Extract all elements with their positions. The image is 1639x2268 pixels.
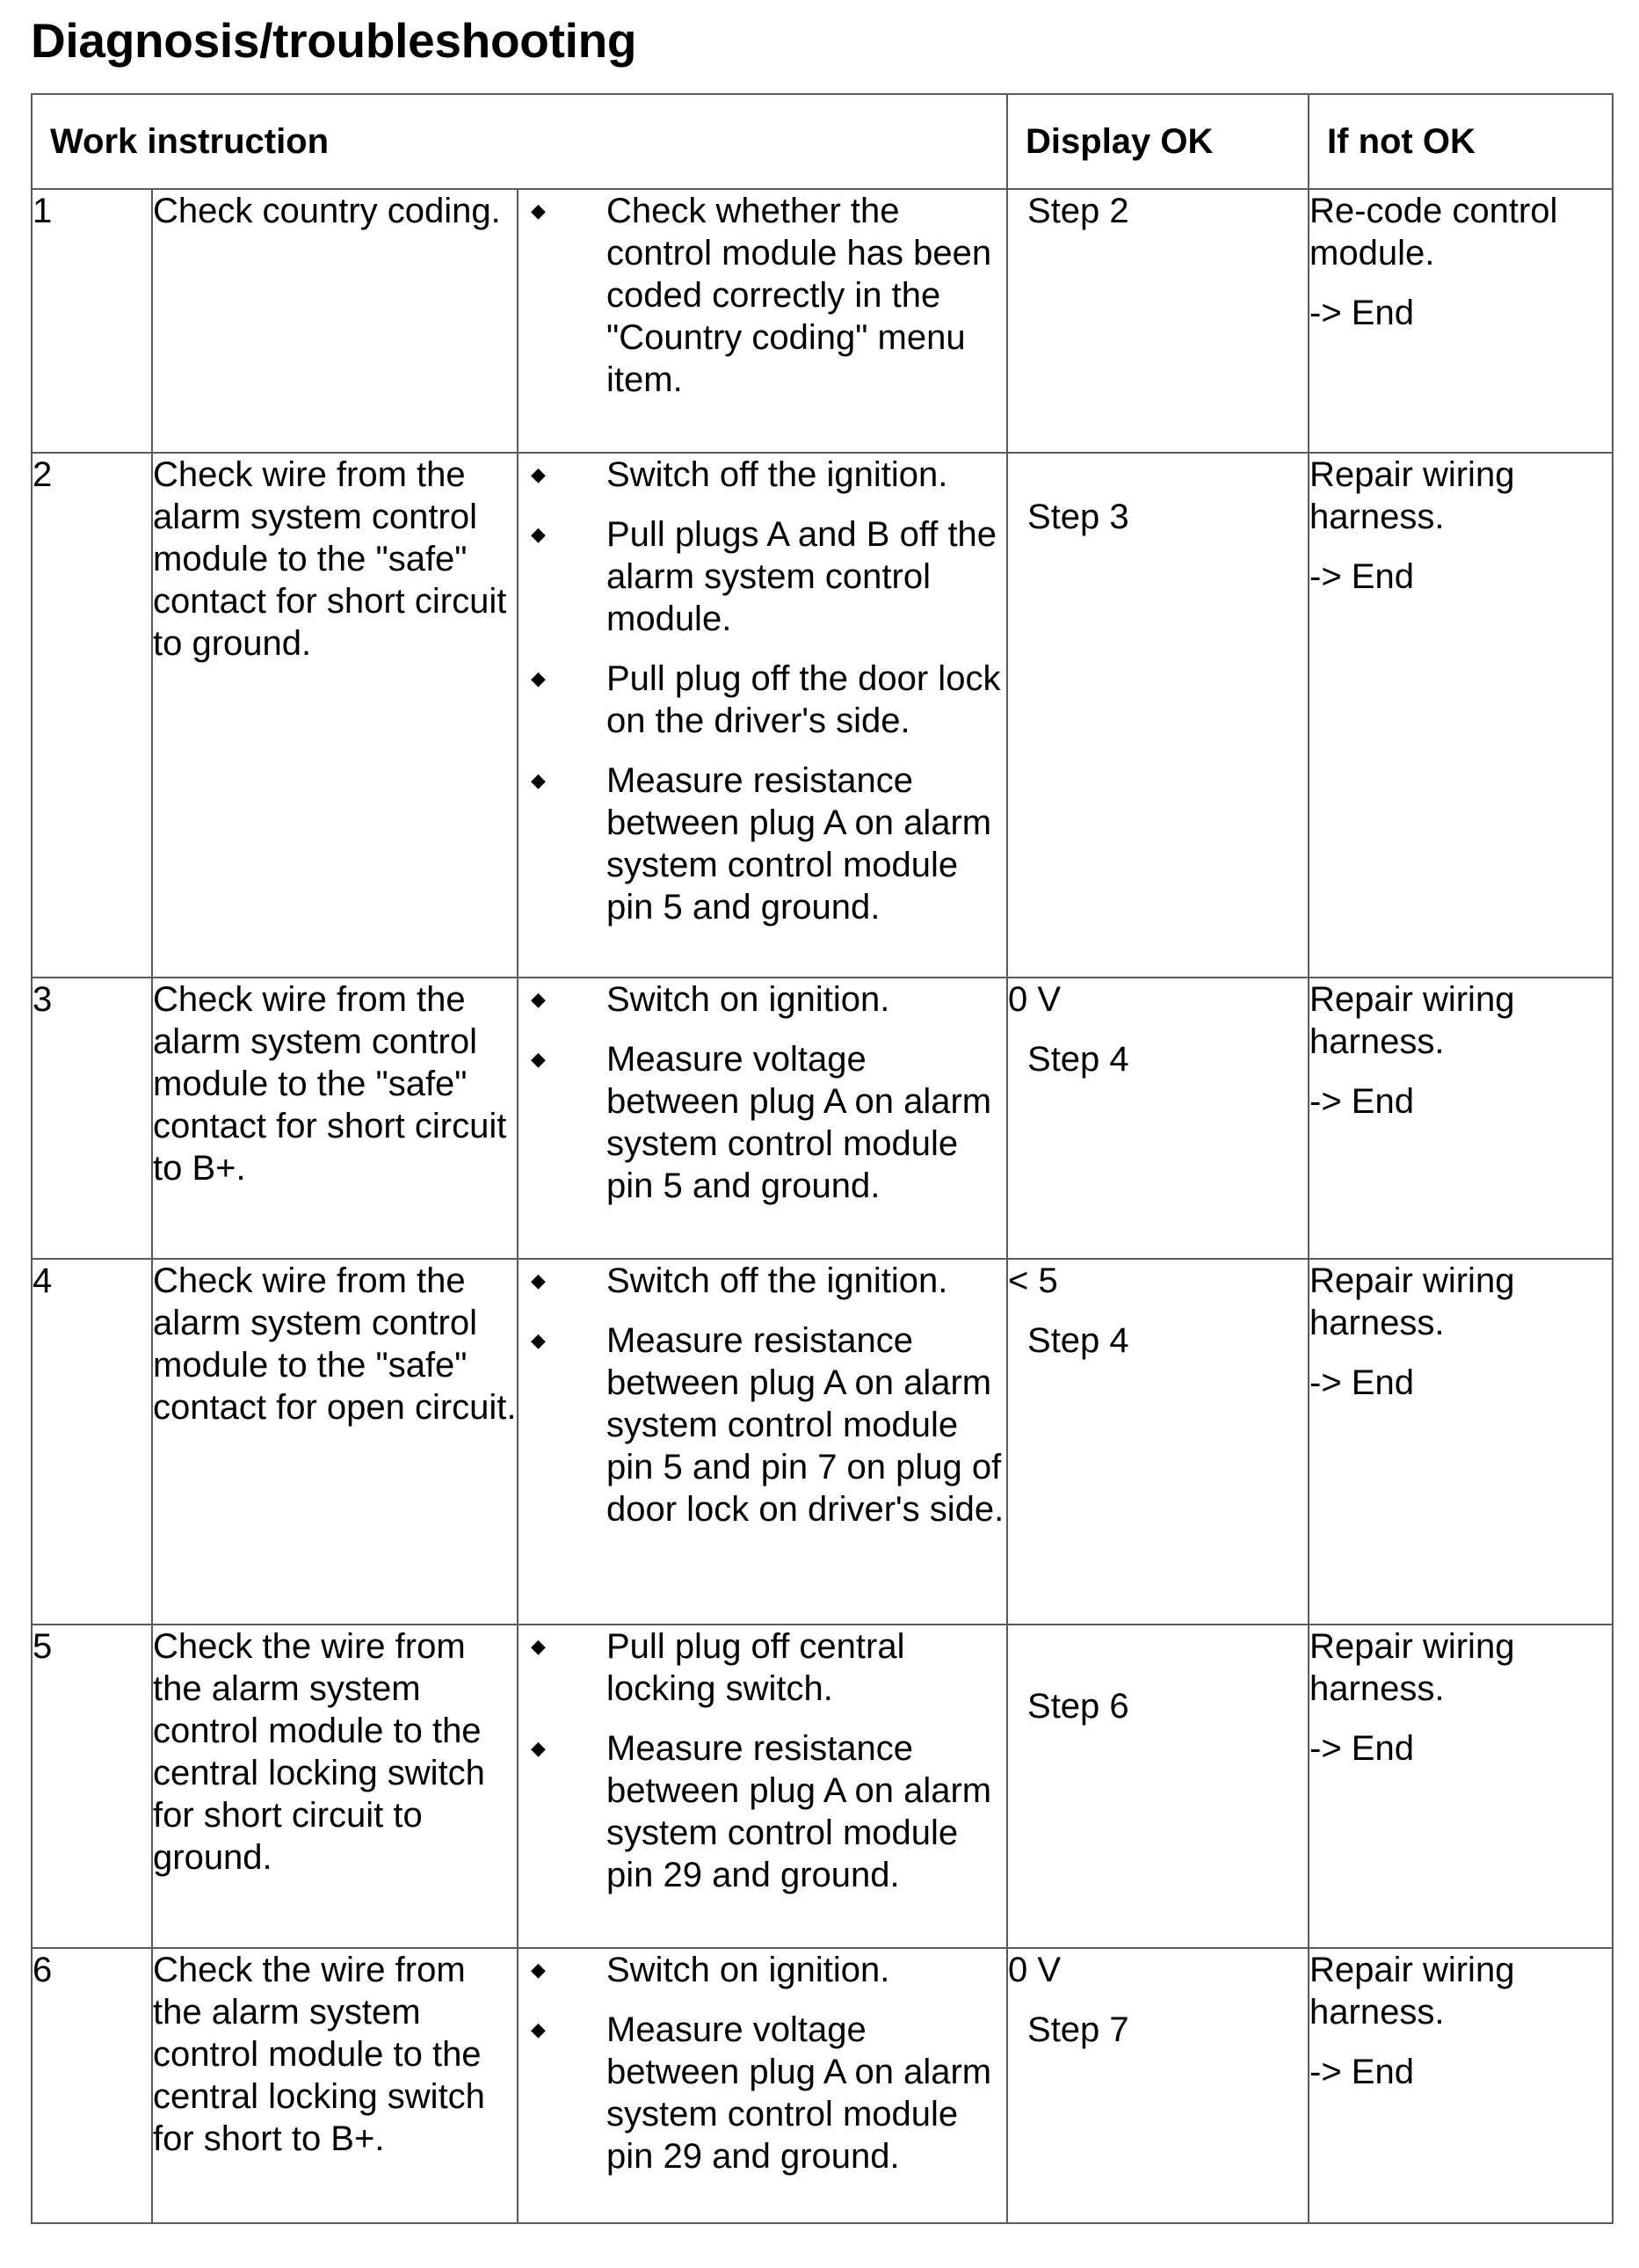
instruction-item: [519, 190, 1006, 401]
ok-step: Step 4: [1027, 1040, 1129, 1079]
not-ok-action: Repair wiring harness.: [1309, 455, 1515, 536]
not-ok-end: -> End: [1309, 294, 1414, 332]
check-description: Check wire from the alarm system control module to the "safe" contact for short circuit to B+.: [152, 978, 518, 1259]
table-header-row: [32, 94, 1613, 189]
instruction-list-cell: [518, 1948, 1007, 2223]
instruction-item: [519, 658, 1006, 742]
instruction-item: [519, 2009, 1006, 2177]
check-description: Check the wire from the alarm system control module to the central locking switch for short to B+.: [152, 1948, 518, 2223]
bullet-diamond-icon: ◆: [531, 523, 546, 545]
instruction-item: [519, 1727, 1006, 1896]
instruction-list-cell: [518, 1625, 1007, 1948]
instruction-text: Switch off the ignition.: [606, 1261, 948, 1300]
ok-step: Step 4: [1027, 1321, 1129, 1360]
bullet-diamond-icon: ◆: [531, 988, 546, 1010]
step-number: 4: [32, 1259, 152, 1625]
instruction-text: Switch on ignition.: [606, 980, 890, 1019]
instruction-item: [519, 978, 1006, 1021]
step-number: 3: [32, 978, 152, 1259]
instruction-text: Measure voltage between plug A on alarm system control module pin 5 and ground.: [606, 1040, 992, 1205]
if-not-ok-cell: [1309, 453, 1613, 978]
bullet-diamond-icon: ◆: [531, 1329, 546, 1351]
table-row: [32, 453, 1613, 978]
display-ok-cell: [1007, 1259, 1309, 1625]
instruction-text: Pull plug off central locking switch.: [606, 1627, 905, 1708]
instruction-list: [519, 978, 1006, 1207]
not-ok-end: -> End: [1309, 2053, 1414, 2091]
bullet-diamond-icon: ◆: [531, 667, 546, 689]
header-display-ok: Display OK: [1007, 94, 1309, 189]
check-description: Check wire from the alarm system control module to the "safe" contact for short circuit to ground.: [152, 453, 518, 978]
if-not-ok-cell: [1309, 1948, 1613, 2223]
if-not-ok-cell: [1309, 978, 1613, 1259]
bullet-diamond-icon: ◆: [531, 463, 546, 485]
instruction-list-cell: [518, 189, 1007, 453]
display-ok-cell: [1007, 189, 1309, 453]
instruction-list: [519, 190, 1006, 401]
instruction-text: Measure resistance between plug A on alarm system control module pin 5 and pin 7 on plug of door lock on driver's side.: [606, 1321, 1004, 1529]
not-ok-end: -> End: [1309, 557, 1414, 596]
instruction-text: Pull plug off the door lock on the driver's side.: [606, 659, 1001, 740]
bullet-diamond-icon: ◆: [531, 1048, 546, 1070]
step-number: 5: [32, 1625, 152, 1948]
bullet-diamond-icon: ◆: [531, 2018, 546, 2040]
bullet-diamond-icon: ◆: [531, 769, 546, 791]
table-row: [32, 978, 1613, 1259]
instruction-text: Measure resistance between plug A on alarm system control module pin 5 and ground.: [606, 761, 992, 927]
if-not-ok-cell: [1309, 1259, 1613, 1625]
table-row: [32, 1948, 1613, 2223]
step-number: 1: [32, 189, 152, 453]
ok-step: Step 2: [1027, 192, 1129, 230]
step-number: 2: [32, 453, 152, 978]
instruction-item: [519, 1038, 1006, 1207]
display-ok-cell: [1007, 1625, 1309, 1948]
bullet-diamond-icon: ◆: [531, 1737, 546, 1759]
not-ok-end: -> End: [1309, 1363, 1414, 1402]
bullet-diamond-icon: ◆: [531, 1959, 546, 1981]
ok-step: Step 3: [1027, 498, 1129, 536]
not-ok-end: -> End: [1309, 1082, 1414, 1121]
instruction-text: Check whether the control module has been coded correctly in the "Country coding" menu item.: [606, 192, 992, 399]
check-description: Check the wire from the alarm system control module to the central locking switch for short circuit to ground.: [152, 1625, 518, 1948]
display-ok-cell: [1007, 1948, 1309, 2223]
bullet-diamond-icon: ◆: [531, 200, 546, 222]
instruction-list-cell: [518, 453, 1007, 978]
if-not-ok-cell: [1309, 189, 1613, 453]
ok-value: < 5: [1008, 1261, 1058, 1300]
instruction-text: Measure resistance between plug A on alarm system control module pin 29 and ground.: [606, 1729, 992, 1894]
instruction-list: [519, 1625, 1006, 1896]
ok-value: 0 V: [1008, 1951, 1062, 1989]
bullet-diamond-icon: ◆: [531, 1269, 546, 1291]
not-ok-end: -> End: [1309, 1729, 1414, 1768]
instruction-item: [519, 1625, 1006, 1710]
bullet-diamond-icon: ◆: [531, 1635, 546, 1657]
table-body: [32, 189, 1613, 2223]
display-ok-cell: [1007, 453, 1309, 978]
instruction-text: Switch on ignition.: [606, 1951, 890, 1989]
not-ok-action: Repair wiring harness.: [1309, 1261, 1515, 1342]
not-ok-action: Repair wiring harness.: [1309, 1951, 1515, 2032]
instruction-text: Pull plugs A and B off the alarm system control module.: [606, 515, 997, 638]
instruction-list: [519, 1260, 1006, 1530]
instruction-list-cell: [518, 978, 1007, 1259]
instruction-list-cell: [518, 1259, 1007, 1625]
check-description: Check wire from the alarm system control module to the "safe" contact for open circuit.: [152, 1259, 518, 1625]
instruction-item: [519, 513, 1006, 640]
instruction-item: [519, 454, 1006, 496]
not-ok-action: Repair wiring harness.: [1309, 1627, 1515, 1708]
instruction-item: [519, 1949, 1006, 1991]
step-number: 6: [32, 1948, 152, 2223]
instruction-list: [519, 1949, 1006, 2177]
ok-step: Step 7: [1027, 2010, 1129, 2049]
table-row: [32, 1625, 1613, 1948]
display-ok-cell: [1007, 978, 1309, 1259]
table-row: [32, 189, 1613, 453]
instruction-item: [519, 1319, 1006, 1530]
not-ok-action: Repair wiring harness.: [1309, 980, 1515, 1061]
check-description: Check country coding.: [152, 189, 518, 453]
instruction-item: [519, 760, 1006, 928]
instruction-list: [519, 454, 1006, 928]
ok-step: Step 6: [1027, 1687, 1129, 1726]
diagnosis-table: [31, 93, 1614, 2224]
instruction-text: Measure voltage between plug A on alarm system control module pin 29 and ground.: [606, 2010, 992, 2176]
instruction-text: Switch off the ignition.: [606, 455, 948, 494]
page-title: Diagnosis/troubleshooting: [31, 13, 637, 68]
ok-value: 0 V: [1008, 980, 1062, 1019]
instruction-item: [519, 1260, 1006, 1302]
table-row: [32, 1259, 1613, 1625]
header-work-instruction: Work instruction: [32, 94, 1007, 189]
if-not-ok-cell: [1309, 1625, 1613, 1948]
not-ok-action: Re-code control module.: [1309, 192, 1558, 273]
header-if-not-ok: If not OK: [1309, 94, 1613, 189]
